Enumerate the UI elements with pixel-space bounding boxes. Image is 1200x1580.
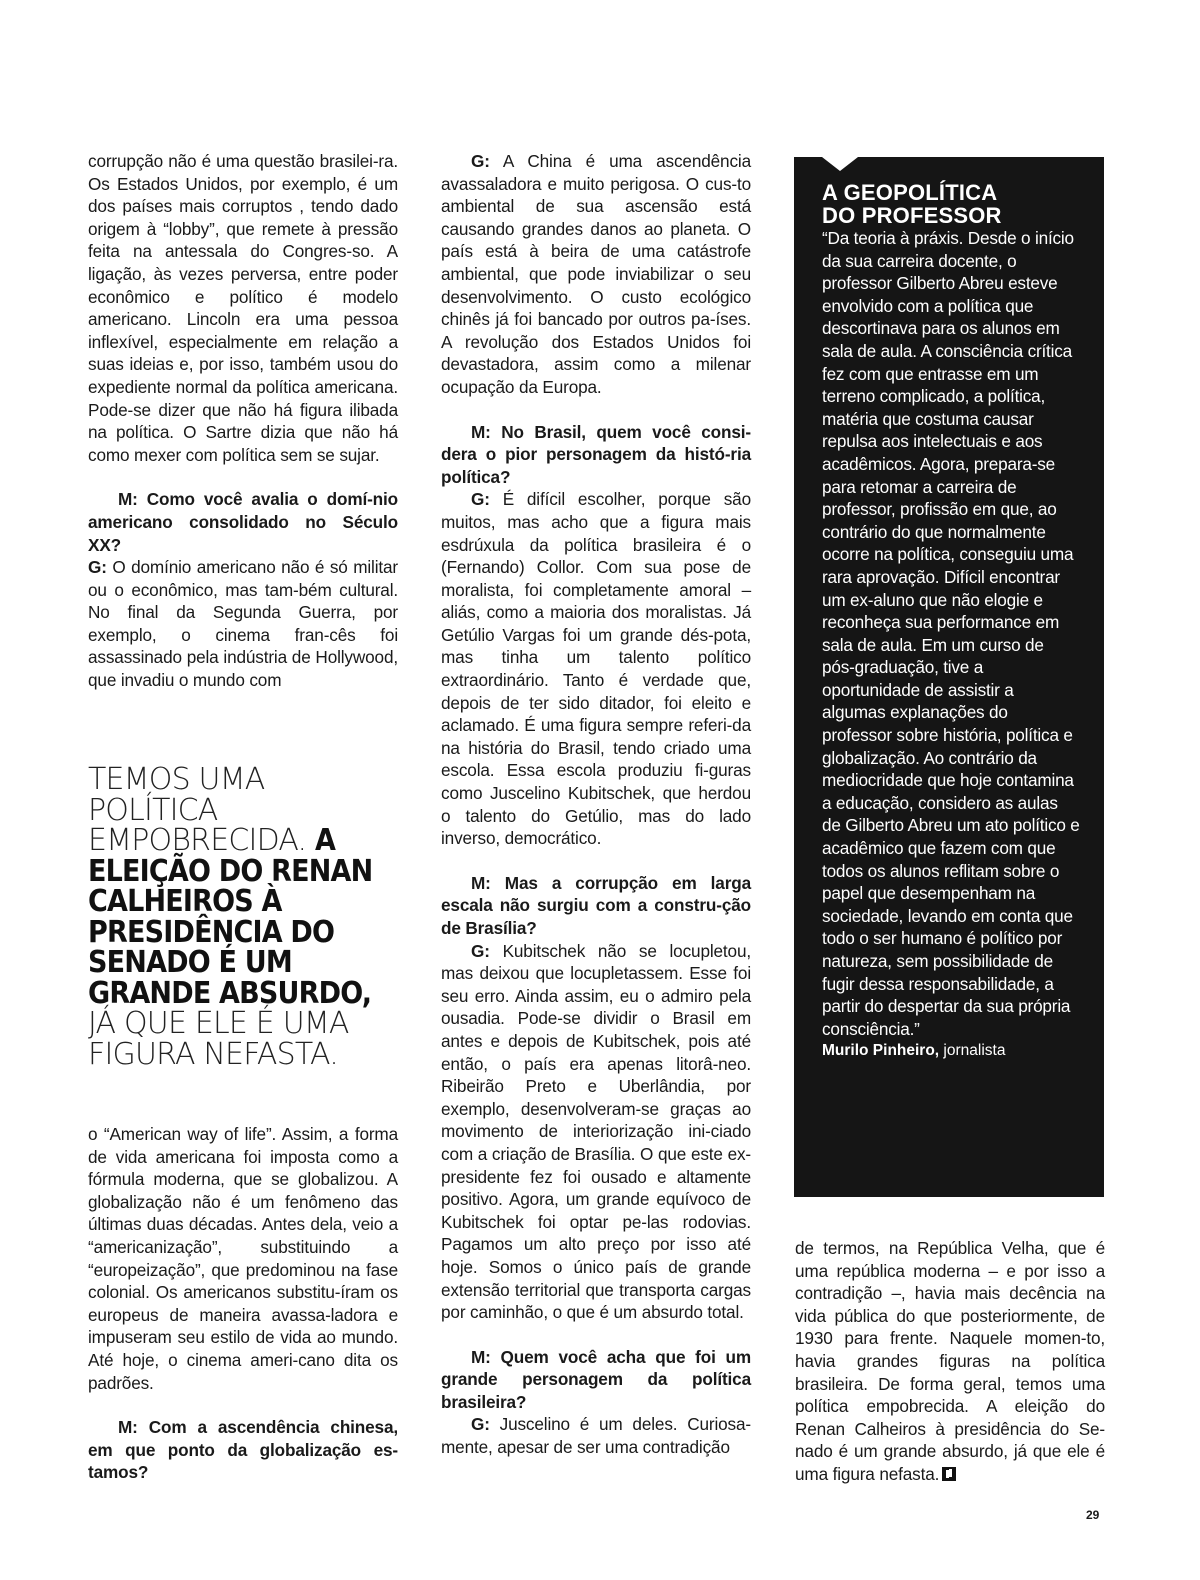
column-3	[795, 1237, 1105, 1486]
sidebar-title	[822, 181, 1080, 227]
sidebar-title-line-2: DO PROFESSOR	[822, 203, 1002, 228]
answer-label: G:	[471, 151, 490, 171]
answer-label: G:	[471, 489, 490, 510]
answer-text: Kubitschek não se locupletou, mas deixou que locupletassem. Esse foi seu erro. Ainda assim, eu o admiro pela ousadia. Pode-se dividir o Brasil em antes e depois de Kubitschek, pois até então, o país era apenas litorâ-neo. Ribeirão Preto e Uberlândia, por exemplo, desenvolveram-se graças ao movimento de interiorização ini-ciado com a criação de Brasília. O que este ex-presidente fez foi ousado e altamente positivo. Agora, um grande equívoco de Kubitschek foi optar pe-las rodovias. Pagamos um alto preço por isso até hoje. Somos o único país de grande extensão territorial que transporta cargas por caminhão, o que é um absurdo total.	[441, 940, 751, 1323]
answer-text: A China é uma ascendência avassaladora e muito perigosa. O cus-to ambiental de sua ascensão está causando grandes danos ao planeta. O país está à beira de uma catástrofe ambiental, que pode inviabilizar o seu desenvolvimento. O custo ecológico chinês já foi bancado por outros pa-íses. A revolução dos Estados Unidos foi devastadora, assim como a milenar ocupação da Europa.	[441, 151, 751, 397]
question: M: Como você avalia o domí-nio americano consolidado no Século XX?	[88, 489, 398, 555]
question: M: Mas a corrupção em larga escala não surgiu com a constru-ção de Brasília?	[441, 872, 751, 938]
byline-role: jornalista	[939, 1042, 1006, 1060]
sidebar-title-line-1: A GEOPOLÍTICA	[822, 180, 998, 205]
sidebar-box	[794, 157, 1104, 1197]
pull-quote-tail: JÁ QUE ELE É UMA FIGURA NEFASTA.	[88, 1006, 349, 1072]
answer-text: Juscelino é um deles. Curiosa-mente, apesar de ser uma contradição	[441, 1414, 751, 1458]
answer-text: É difícil escolher, porque são muitos, mas acho que a figura mais esdrúxula da política brasileira é o (Fernando) Collor. Com sua pose de moralista, foi completamente amoral – aliás, como a maioria dos moralistas. Já Getúlio Vargas foi um grande dés-pota, mas tinha um talento político extraordinário. Tanto é verdade que, depois de ter sido ditador, foi eleito e aclamado. É uma figura sempre referi-da na história do Brasil, tendo criado uma escola. Essa escola produziu fi-guras como Juscelino Kubitschek, que herdou o talento do Getúlio, mas do lado inverso, democrático.	[441, 489, 751, 849]
answer	[441, 150, 751, 399]
notch-decoration	[822, 157, 858, 171]
page-number: 29	[1086, 1508, 1100, 1522]
column-2	[441, 150, 751, 1459]
answer-label: G:	[471, 1414, 490, 1435]
answer-label: G:	[471, 940, 490, 961]
column-1	[88, 150, 398, 692]
answer	[441, 940, 751, 1324]
paragraph: corrupção não é uma questão brasilei-ra. Os Estados Unidos, por exemplo, é um dos países mais corruptos , tendo dado origem à “lobby”, que remete à pressão feita na antessala do Congres-so. A ligação, às vezes perversa, entre poder econômico e político é modelo americano. Lincoln era uma pessoa inflexível, especialmente em relação a suas ideias e, por isso, também usou do expediente normal da política americana. Pode-se dizer que não há figura ilibada na política. O Sartre dizia que não há como mexer com política sem se sujar.	[88, 151, 398, 465]
question: M: Quem você acha que foi um grande personagem da política brasileira?	[441, 1346, 751, 1412]
question: M: Com a ascendência chinesa, em que ponto da globalização es-tamos?	[88, 1417, 398, 1483]
pull-quote-emphasis: A ELEIÇÃO DO RENAN CALHEIROS À PRESIDÊNCIA DO SENADO É UM GRANDE ABSURDO,	[88, 823, 373, 1011]
column-1-continued	[88, 1123, 398, 1484]
pull-quote-lead: TEMOS UMA POLÍTICA EMPOBRECIDA.	[88, 762, 316, 858]
answer	[88, 556, 398, 692]
answer	[441, 488, 751, 850]
pull-quote	[88, 762, 398, 1072]
sidebar-body: “Da teoria à práxis. Desde o início da sua carreira docente, o professor Gilberto Abreu esteve envolvido com a política que descortinava para os alunos em sala de aula. A consciência crítica fez com que entrasse em um terreno complicado, a política, matéria que costuma causar repulsa aos intelectuais e aos acadêmicos. Agora, prepara-se para retomar a carreira de professor, profissão em que, ao contrário do que normalmente ocorre na política, conseguiu uma rara aprovação. Difícil encontrar um ex-aluno que não elogie e reconheça sua performance em sala de aula. Em um curso de pós-graduação, tive a oportunidade de assistir a algumas explanações do professor sobre história, política e globalização. Ao contrário da mediocridade que hoje contamina a educação, considero as aulas de Gilberto Abreu um ato político e acadêmico que fazem com que todos os alunos reflitam sobre o papel que desempenham na sociedade, levando em conta que todo o ser humano é político por natureza, sem possibilidade de fugir dessa responsabilidade, a partir do despertar da sua própria consciência.”	[822, 228, 1080, 1039]
sidebar-byline	[822, 1042, 1080, 1060]
paragraph: o “American way of life”. Assim, a forma de vida americana foi imposta como a fórmula moderna, que se globalizou. A globalização não é um fenômeno das últimas duas décadas. Antes dela, veio a “americanização”, substituindo a “europeização”, que predominou na fase colonial. Os americanos substitu-íram os europeus de maneira avassa-ladora e impuseram seu estilo de vida ao mundo. Até hoje, o cinema ameri-cano dita os padrões.	[88, 1124, 398, 1393]
paragraph: de termos, na República Velha, que é uma república moderna – e por isso a contradição –, havia mais decência na vida pública do que posteriormente, de 1930 para frente. Naquele momen-to, havia grandes figuras na política brasileira. De forma geral, temos uma política empobrecida. A eleição do Renan Calheiros à presidência do Se-nado é um grande absurdo, já que ele é uma figura nefasta.	[795, 1238, 1105, 1484]
question: M: No Brasil, quem você consi-dera o pior personagem da histó-ria política?	[441, 421, 751, 487]
answer-label: G:	[88, 557, 107, 578]
end-of-article-icon	[942, 1467, 956, 1481]
byline-name: Murilo Pinheiro,	[822, 1042, 940, 1060]
answer	[441, 1413, 751, 1458]
answer-text: O domínio americano não é só militar ou o econômico, mas tam-bém cultural. No final da Segunda Guerra, por exemplo, o cinema fran-cês foi assassinado pela indústria de Hollywood, que invadiu o mundo com	[88, 557, 398, 691]
